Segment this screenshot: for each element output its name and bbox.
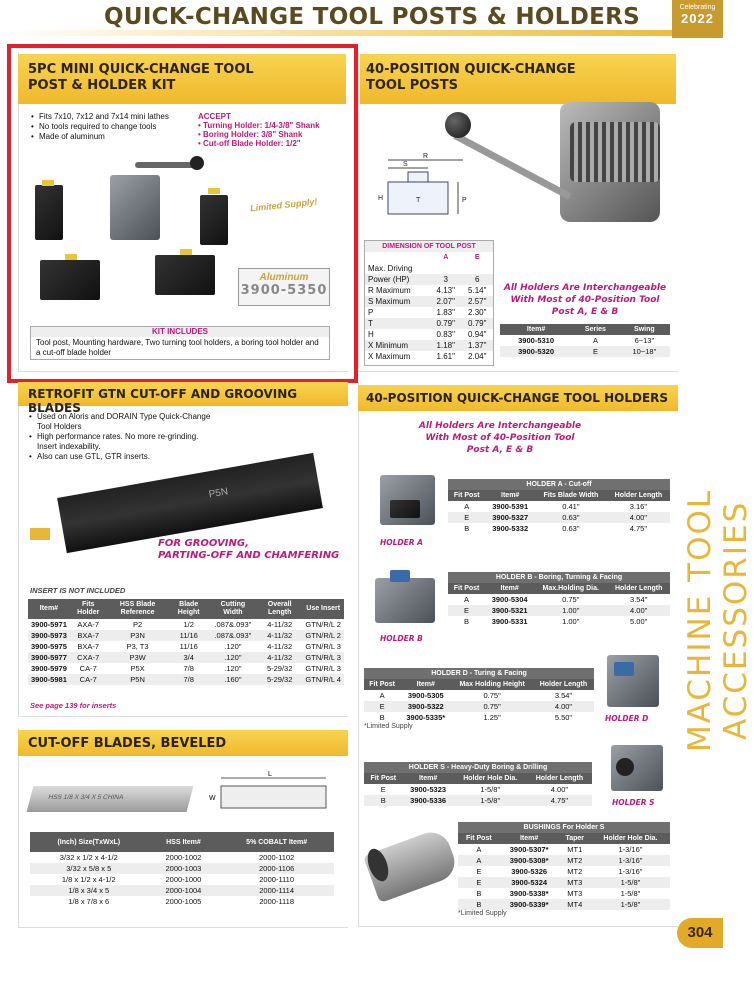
- table-row: [30, 874, 334, 885]
- table-row: [30, 885, 334, 896]
- cutoff-title: CUT-OFF BLADES, BEVELED: [18, 730, 348, 756]
- table-cell: 1-5/8": [620, 878, 641, 887]
- cutoff-blade-text: HSS 1/8 X 3/4 X 5 CHINA: [47, 794, 125, 801]
- table-cell: 1.18": [436, 341, 455, 350]
- cutoff-diagram: [206, 768, 336, 823]
- section-side-label: MACHINE TOOL ACCESSORIES: [682, 488, 754, 752]
- holder-a-table: HOLDER A - Cut-off Fit Post Item# Fits Blade Width Holder Length A 3900-5391 0.41" 3.16" E 3900-5327 0.63" 4.00" B 3900-5332 0.63" 4.75": [448, 479, 670, 534]
- diagram-label-h: H: [378, 195, 384, 202]
- table-row: [448, 501, 670, 512]
- table-cell: Power (HP): [368, 275, 410, 284]
- list-item: • Used on Aloris and DORAIN Type Quick-Change Tool Holders: [28, 412, 218, 432]
- table-header: Cutting Width: [209, 599, 257, 619]
- table-row: [365, 296, 493, 307]
- holder-s-image: [606, 740, 668, 796]
- gtn-bullets: [28, 412, 218, 462]
- table-row: [365, 274, 493, 285]
- table-cell: 0.41": [562, 502, 580, 511]
- table-cell: 3900-5971: [31, 620, 67, 629]
- table-cell: CA-7: [79, 664, 97, 673]
- table-row: [28, 652, 344, 663]
- table-cell: 0.63": [562, 524, 580, 533]
- table-cell: P3, T3: [126, 642, 149, 651]
- table-cell: A: [592, 336, 598, 345]
- table-cell: 3900-5979: [31, 664, 67, 673]
- table-cell: 1.00": [562, 617, 580, 626]
- table-header: HSS Blade Reference: [107, 599, 169, 619]
- table-cell: H: [368, 330, 374, 339]
- table-row: [448, 512, 670, 523]
- table-cell: X Minimum: [368, 341, 409, 350]
- table-cell: 3900-5391: [492, 502, 529, 511]
- table-cell: 3900-5331: [491, 617, 528, 626]
- highlight-box: [7, 44, 358, 383]
- table-cell: 3900-5324: [511, 878, 548, 887]
- table-cell: A: [464, 595, 470, 604]
- table-row: [448, 523, 670, 534]
- table-cell: .087&.093": [214, 631, 252, 640]
- table-cell: B: [476, 900, 482, 909]
- table-cell: 3900-5308*: [509, 856, 549, 865]
- table-row: [28, 619, 344, 630]
- bushing-note: *Limited Supply: [458, 910, 507, 917]
- table-row: [28, 674, 344, 685]
- table-cell: E: [464, 606, 470, 615]
- table-cell: 1/8 x 1/2 x 4-1/2: [61, 875, 116, 884]
- kit-accept: ACCEPT • Turning Holder: 1/4-3/8" Shank • Boring Holder: 3/8" Shank • Cut-off Blade Holder: 1/2": [198, 112, 320, 148]
- table-row: [364, 701, 594, 712]
- table-cell: 1/8 x 3/4 x 5: [68, 886, 110, 895]
- table-cell: 3900-5981: [31, 675, 67, 684]
- holder-b-label: HOLDER B: [380, 634, 423, 643]
- table-row: [365, 285, 493, 296]
- holder-d-image: [602, 650, 666, 712]
- holder-d-label: HOLDER D: [605, 714, 649, 723]
- table-cell: AXA-7: [77, 620, 100, 629]
- table-cell: 2000-1002: [165, 853, 202, 862]
- table-cell: A: [464, 502, 470, 511]
- table-row: [364, 795, 592, 806]
- table-cell: [430, 263, 461, 274]
- table-cell: X Maximum: [368, 352, 411, 361]
- table-header: Fits Holder: [70, 599, 107, 619]
- table-cell: 3900-5975: [31, 642, 67, 651]
- table-cell: MT2: [567, 867, 583, 876]
- gtn-blade-text: P5N: [207, 486, 230, 501]
- table-cell: 3900-5322: [407, 702, 444, 711]
- kit-includes-box: KIT INCLUDES Tool post, Mounting hardware, Two turning tool holders, a boring tool holder and a cut-off blade holder: [30, 326, 330, 360]
- table-row: [458, 888, 670, 899]
- table-cell: 1-5/8": [620, 900, 641, 909]
- holder-a-image: [370, 470, 440, 532]
- table-cell: 4-11/32: [267, 653, 293, 662]
- table-cell: 1.00": [562, 606, 580, 615]
- table-row: [458, 855, 670, 866]
- table-cell: 1-5/8": [620, 889, 641, 898]
- table-cell: 2000-1110: [259, 875, 295, 884]
- diagram-label-p: P: [462, 197, 467, 204]
- table-cell: 1-3/16": [618, 856, 643, 865]
- table-cell: MT4: [567, 900, 583, 909]
- table-cell: 0.79": [436, 319, 455, 328]
- table-cell: 5.14": [468, 286, 487, 295]
- page-number: 304: [677, 918, 723, 948]
- list-item: • Fits 7x10, 7x12 and 7x14 mini lathes: [30, 112, 200, 122]
- table-cell: B: [380, 796, 386, 805]
- table-cell: 3900-5326: [511, 867, 548, 876]
- table-cell: 6~13": [634, 336, 655, 345]
- diagram-label-s: S: [403, 161, 408, 168]
- table-row: [28, 641, 344, 652]
- table-cell: 3900-5977: [31, 653, 67, 662]
- bushing-table: BUSHINGS For Holder S Fit Post Item# Taper Holder Hole Dia. A 3900-5307* MT1 1-3/16" A 3900-5308* MT2 1-3/16" E 3900-5326 MT2 1-3/16" E 3900-5324 MT3 1-5/8" B 3900-5338* MT3 1-5/8" B 3900-5339* MT4 1-5/8" *Limited Supply: [458, 822, 670, 917]
- table-row: [30, 852, 334, 863]
- table-cell: 4.00": [629, 513, 648, 522]
- table-cell: B: [464, 617, 470, 626]
- holder-d-table: HOLDER D - Turing & Facing Fit Post Item# Max Holding Height Holder Length A 3900-5305 0.75" 3.54" E 3900-5322 0.75" 4.00" B 3900-5335* 1.25" 5.50" *Limited Supply: [364, 668, 594, 730]
- table-row: [448, 605, 670, 616]
- posts-interchange-note: All Holders Are Interchangeable With Most of 40-Position Tool Post A, E & B: [503, 283, 667, 317]
- gtn-see-inserts: See page 139 for inserts: [30, 701, 117, 710]
- table-cell: E: [379, 702, 385, 711]
- gtn-title: RETROFIT GTN CUT-OFF AND GROOVING BLADES: [18, 382, 348, 406]
- limited-supply-label: Limited Supply!: [249, 196, 318, 214]
- table-header: Overall Length: [257, 599, 302, 619]
- table-cell: 3/32 x 1/2 x 4-1/2: [59, 853, 118, 862]
- table-cell: B: [476, 889, 482, 898]
- table-cell: E: [380, 785, 386, 794]
- table-cell: 2000-1003: [165, 864, 202, 873]
- table-cell: P: [368, 308, 374, 317]
- table-cell: 3900-5320: [518, 347, 555, 356]
- table-cell: 3900-5335*: [406, 713, 446, 722]
- table-cell: 2000-1118: [259, 897, 295, 906]
- table-header: Use Insert: [302, 599, 344, 619]
- table-cell: 0.79": [468, 319, 487, 328]
- table-cell: 3900-5323: [410, 785, 447, 794]
- table-cell: B: [464, 524, 470, 533]
- table-cell: 3900-5327: [492, 513, 529, 522]
- table-cell: 3.16": [629, 502, 648, 511]
- table-header: Item#: [28, 599, 70, 619]
- table-row: [364, 784, 592, 795]
- table-cell: 1-5/8": [480, 785, 501, 794]
- kit-item-box: Aluminum 3900-5350: [238, 268, 330, 306]
- table-cell: .120": [224, 664, 242, 673]
- table-cell: 2.07": [436, 297, 455, 306]
- table-row: [365, 340, 493, 351]
- table-cell: 11/16: [179, 631, 198, 640]
- table-cell: 4.00": [554, 702, 573, 711]
- table-cell: 2.30": [468, 308, 487, 317]
- table-row: [28, 630, 344, 641]
- table-cell: GTN/R/L 2: [305, 620, 341, 629]
- list-item: • High performance rates. No more re-grinding. Insert indexability.: [28, 432, 218, 452]
- bushing-image: [364, 820, 454, 910]
- table-cell: 4.75": [629, 524, 648, 533]
- table-row: [458, 899, 670, 910]
- table-cell: A: [379, 691, 385, 700]
- table-cell: 3900-5338*: [509, 889, 549, 898]
- table-cell: 1-3/16": [618, 867, 643, 876]
- table-cell: 0.83": [436, 330, 455, 339]
- posts-table: Item# Series Swing 3900-5310 A 6~13" 3900-5320 E 10~18": [500, 324, 670, 357]
- table-cell: .120": [224, 653, 242, 662]
- holder-b-table: HOLDER B - Boring, Turning & Facing Fit Post Item# Max.Holding Dia. Holder Length A 3900-5304 0.75" 3.54" E 3900-5321 1.00" 4.00" B 3900-5331 1.00" 5.00": [448, 572, 670, 627]
- table-cell: 3900-5332: [492, 524, 529, 533]
- table-cell: 5-29/32: [266, 675, 293, 684]
- table-row: [365, 329, 493, 340]
- table-cell: 7/8: [183, 675, 194, 684]
- cutoff-table: (Inch) Size(TxWxL) HSS Item# 5% COBALT Item# 3/32 x 1/2 x 4-1/2 2000-1002 2000-1102 3/32 x 5/8 x 5 2000-1003 2000-1106 1/8 x 1/2 x 4-1/2 2000-1000 2000-1110 1/8 x 3/4 x 5 2000-1004 2000-1114 1/8 x 7/8 x 6 2000-1005 2000-1118: [30, 832, 334, 907]
- table-cell: BXA-7: [77, 642, 100, 651]
- table-cell: P5N: [130, 675, 145, 684]
- diagram-label-r: R: [423, 153, 429, 160]
- table-row: [364, 690, 594, 701]
- table-cell: 1.37": [468, 341, 487, 350]
- table-cell: 0.75": [483, 702, 501, 711]
- table-cell: R Maximum: [368, 286, 411, 295]
- list-item: • Also can use GTL, GTR inserts.: [28, 452, 218, 462]
- table-cell: 3900-5310: [518, 336, 555, 345]
- holder-a-label: HOLDER A: [380, 538, 423, 547]
- cutoff-dim-w: W: [209, 795, 216, 802]
- table-cell: A: [476, 856, 482, 865]
- table-cell: 4-11/32: [267, 620, 293, 629]
- list-item: • Made of aluminum: [30, 132, 200, 142]
- table-cell: P3N: [130, 631, 145, 640]
- table-cell: S Maximum: [368, 297, 411, 306]
- table-cell: Max. Driving: [368, 264, 413, 273]
- table-row: [365, 351, 493, 362]
- table-row: [448, 594, 670, 605]
- table-cell: 1.83": [436, 308, 455, 317]
- table-cell: E: [592, 347, 598, 356]
- table-row: [365, 307, 493, 318]
- table-cell: GTN/R/L 3: [305, 664, 341, 673]
- table-cell: 3900-5973: [31, 631, 67, 640]
- tool-post-image: [440, 92, 670, 242]
- table-cell: E: [476, 878, 482, 887]
- table-cell: P3W: [129, 653, 146, 662]
- table-cell: 3900-5339*: [509, 900, 549, 909]
- table-cell: P5X: [130, 664, 145, 673]
- table-cell: 1.61": [436, 352, 455, 361]
- table-cell: MT2: [567, 856, 583, 865]
- table-cell: 3/32 x 5/8 x 5: [66, 864, 112, 873]
- table-cell: MT3: [567, 878, 583, 887]
- table-cell: .120": [224, 642, 242, 651]
- holders-interchange-note: All Holders Are Interchangeable With Most of 40-Position Tool Post A, E & B: [418, 421, 582, 455]
- table-cell: 2000-1102: [258, 853, 295, 862]
- table-cell: 2000-1004: [165, 886, 202, 895]
- table-cell: 3900-5304: [491, 595, 528, 604]
- table-cell: 3900-5305: [407, 691, 444, 700]
- table-cell: 5.00": [630, 617, 648, 626]
- table-cell: 2000-1000: [165, 875, 202, 884]
- table-cell: B: [379, 713, 385, 722]
- kit-item-number: 3900-5350: [240, 283, 328, 298]
- table-row: [500, 346, 670, 357]
- table-cell: 1.25": [483, 713, 501, 722]
- table-cell: GTN/R/L 3: [305, 642, 341, 651]
- table-cell: 0.63": [562, 513, 580, 522]
- table-cell: GTN/R/L 3: [305, 653, 341, 662]
- table-cell: 5-29/32: [266, 664, 293, 673]
- table-cell: 4.13": [436, 286, 455, 295]
- table-cell: A: [476, 845, 482, 854]
- gtn-callout: FOR GROOVING, PARTING-OFF AND CHAMFERING: [158, 538, 340, 561]
- table-cell: CA-7: [79, 675, 97, 684]
- kit-title: 5PC MINI QUICK-CHANGE TOOL POST & HOLDER KIT: [18, 54, 346, 104]
- page-title: QUICK-CHANGE TOOL POSTS & HOLDERS: [104, 4, 641, 30]
- table-cell: 3900-5336: [410, 796, 447, 805]
- posts-title: 40-POSITION QUICK-CHANGE TOOL POSTS: [360, 54, 676, 104]
- anniversary-badge: Celebrating 2022: [672, 0, 723, 38]
- table-cell: GTN/R/L 4: [305, 675, 341, 684]
- table-cell: 10~18": [632, 347, 657, 356]
- table-row: [365, 263, 493, 274]
- holder-d-note: *Limited Supply: [364, 723, 413, 730]
- table-cell: MT3: [567, 889, 583, 898]
- table-cell: P2: [132, 620, 143, 629]
- table-cell: 3/4: [183, 653, 194, 662]
- table-cell: 4.00": [630, 606, 648, 615]
- table-cell: .087&.093": [214, 620, 252, 629]
- table-row: [30, 896, 334, 907]
- table-cell: 7/8: [183, 664, 194, 673]
- table-header: Blade Height: [169, 599, 209, 619]
- table-cell: 0.75": [483, 691, 501, 700]
- table-row: [28, 663, 344, 674]
- table-row: [458, 877, 670, 888]
- table-cell: 11/16: [179, 642, 198, 651]
- gtn-insert-image: [30, 528, 50, 540]
- cutoff-dim-l: L: [268, 771, 272, 778]
- table-cell: 2000-1106: [258, 864, 295, 873]
- table-cell: 2000-1005: [165, 897, 202, 906]
- table-cell: 0.75": [562, 595, 580, 604]
- table-cell: 0.94": [468, 330, 487, 339]
- table-cell: 3.54": [630, 595, 648, 604]
- table-cell: 2.04": [468, 352, 487, 361]
- table-row: [458, 866, 670, 877]
- header-stripe: [0, 30, 723, 36]
- table-cell: 2000-1114: [259, 886, 295, 895]
- table-cell: BXA-7: [77, 631, 100, 640]
- table-cell: CXA-7: [77, 653, 100, 662]
- gtn-note: INSERT IS NOT INCLUDED: [30, 586, 126, 595]
- table-row: [364, 712, 594, 723]
- table-cell: 4.75": [550, 796, 569, 805]
- list-item: • No tools required to change tools: [30, 122, 200, 132]
- table-cell: 4-11/32: [267, 631, 293, 640]
- table-cell: 1/8 x 7/8 x 6: [68, 897, 110, 906]
- table-cell: [462, 263, 494, 274]
- holders-title: 40-POSITION QUICK-CHANGE TOOL HOLDERS: [358, 385, 678, 411]
- dimension-table: DIMENSION OF TOOL POST A E Max. Driving Power (HP) 3 6 R Maximum 4.13" 5.14" S Maximum 2.07" 2.57" P 1.83" 2.30" T 0.79" 0.79" H 0.83" 0.94" X Minimum 1.18" 1.37" X Maximum 1.61" 2.04": [364, 240, 494, 366]
- table-row: [365, 318, 493, 329]
- table-cell: T: [368, 319, 373, 328]
- holder-b-image: [370, 568, 440, 630]
- table-cell: 4.00": [550, 785, 569, 794]
- table-cell: 3900-5307*: [509, 845, 549, 854]
- holder-s-table: HOLDER S - Heavy-Duty Boring & Drilling Fit Post Item# Holder Hole Dia. Holder Length E 3900-5323 1-5/8" 4.00" B 3900-5336 1-5/8" 4.75": [364, 762, 592, 806]
- table-cell: 4-11/32: [267, 642, 293, 651]
- table-cell: 3.54": [554, 691, 573, 700]
- table-cell: 6: [475, 275, 480, 284]
- table-cell: 1-3/16": [618, 845, 643, 854]
- gtn-table: [28, 599, 344, 685]
- table-cell: 1-5/8": [480, 796, 501, 805]
- table-row: [30, 863, 334, 874]
- cutoff-blade-image: [27, 786, 194, 812]
- table-cell: E: [464, 513, 470, 522]
- table-row: [500, 335, 670, 346]
- table-cell: MT1: [567, 845, 583, 854]
- table-cell: 1/2: [183, 620, 194, 629]
- table-row: [448, 616, 670, 627]
- table-cell: 5.50": [554, 713, 573, 722]
- table-cell: GTN/R/L 2: [305, 631, 341, 640]
- diagram-label-t: T: [416, 197, 421, 204]
- table-cell: 2.57": [468, 297, 487, 306]
- table-cell: E: [476, 867, 482, 876]
- table-cell: 3900-5321: [491, 606, 528, 615]
- holder-s-label: HOLDER S: [612, 798, 655, 807]
- table-row: [458, 844, 670, 855]
- table-cell: .160": [224, 675, 242, 684]
- table-cell: 3: [443, 275, 448, 284]
